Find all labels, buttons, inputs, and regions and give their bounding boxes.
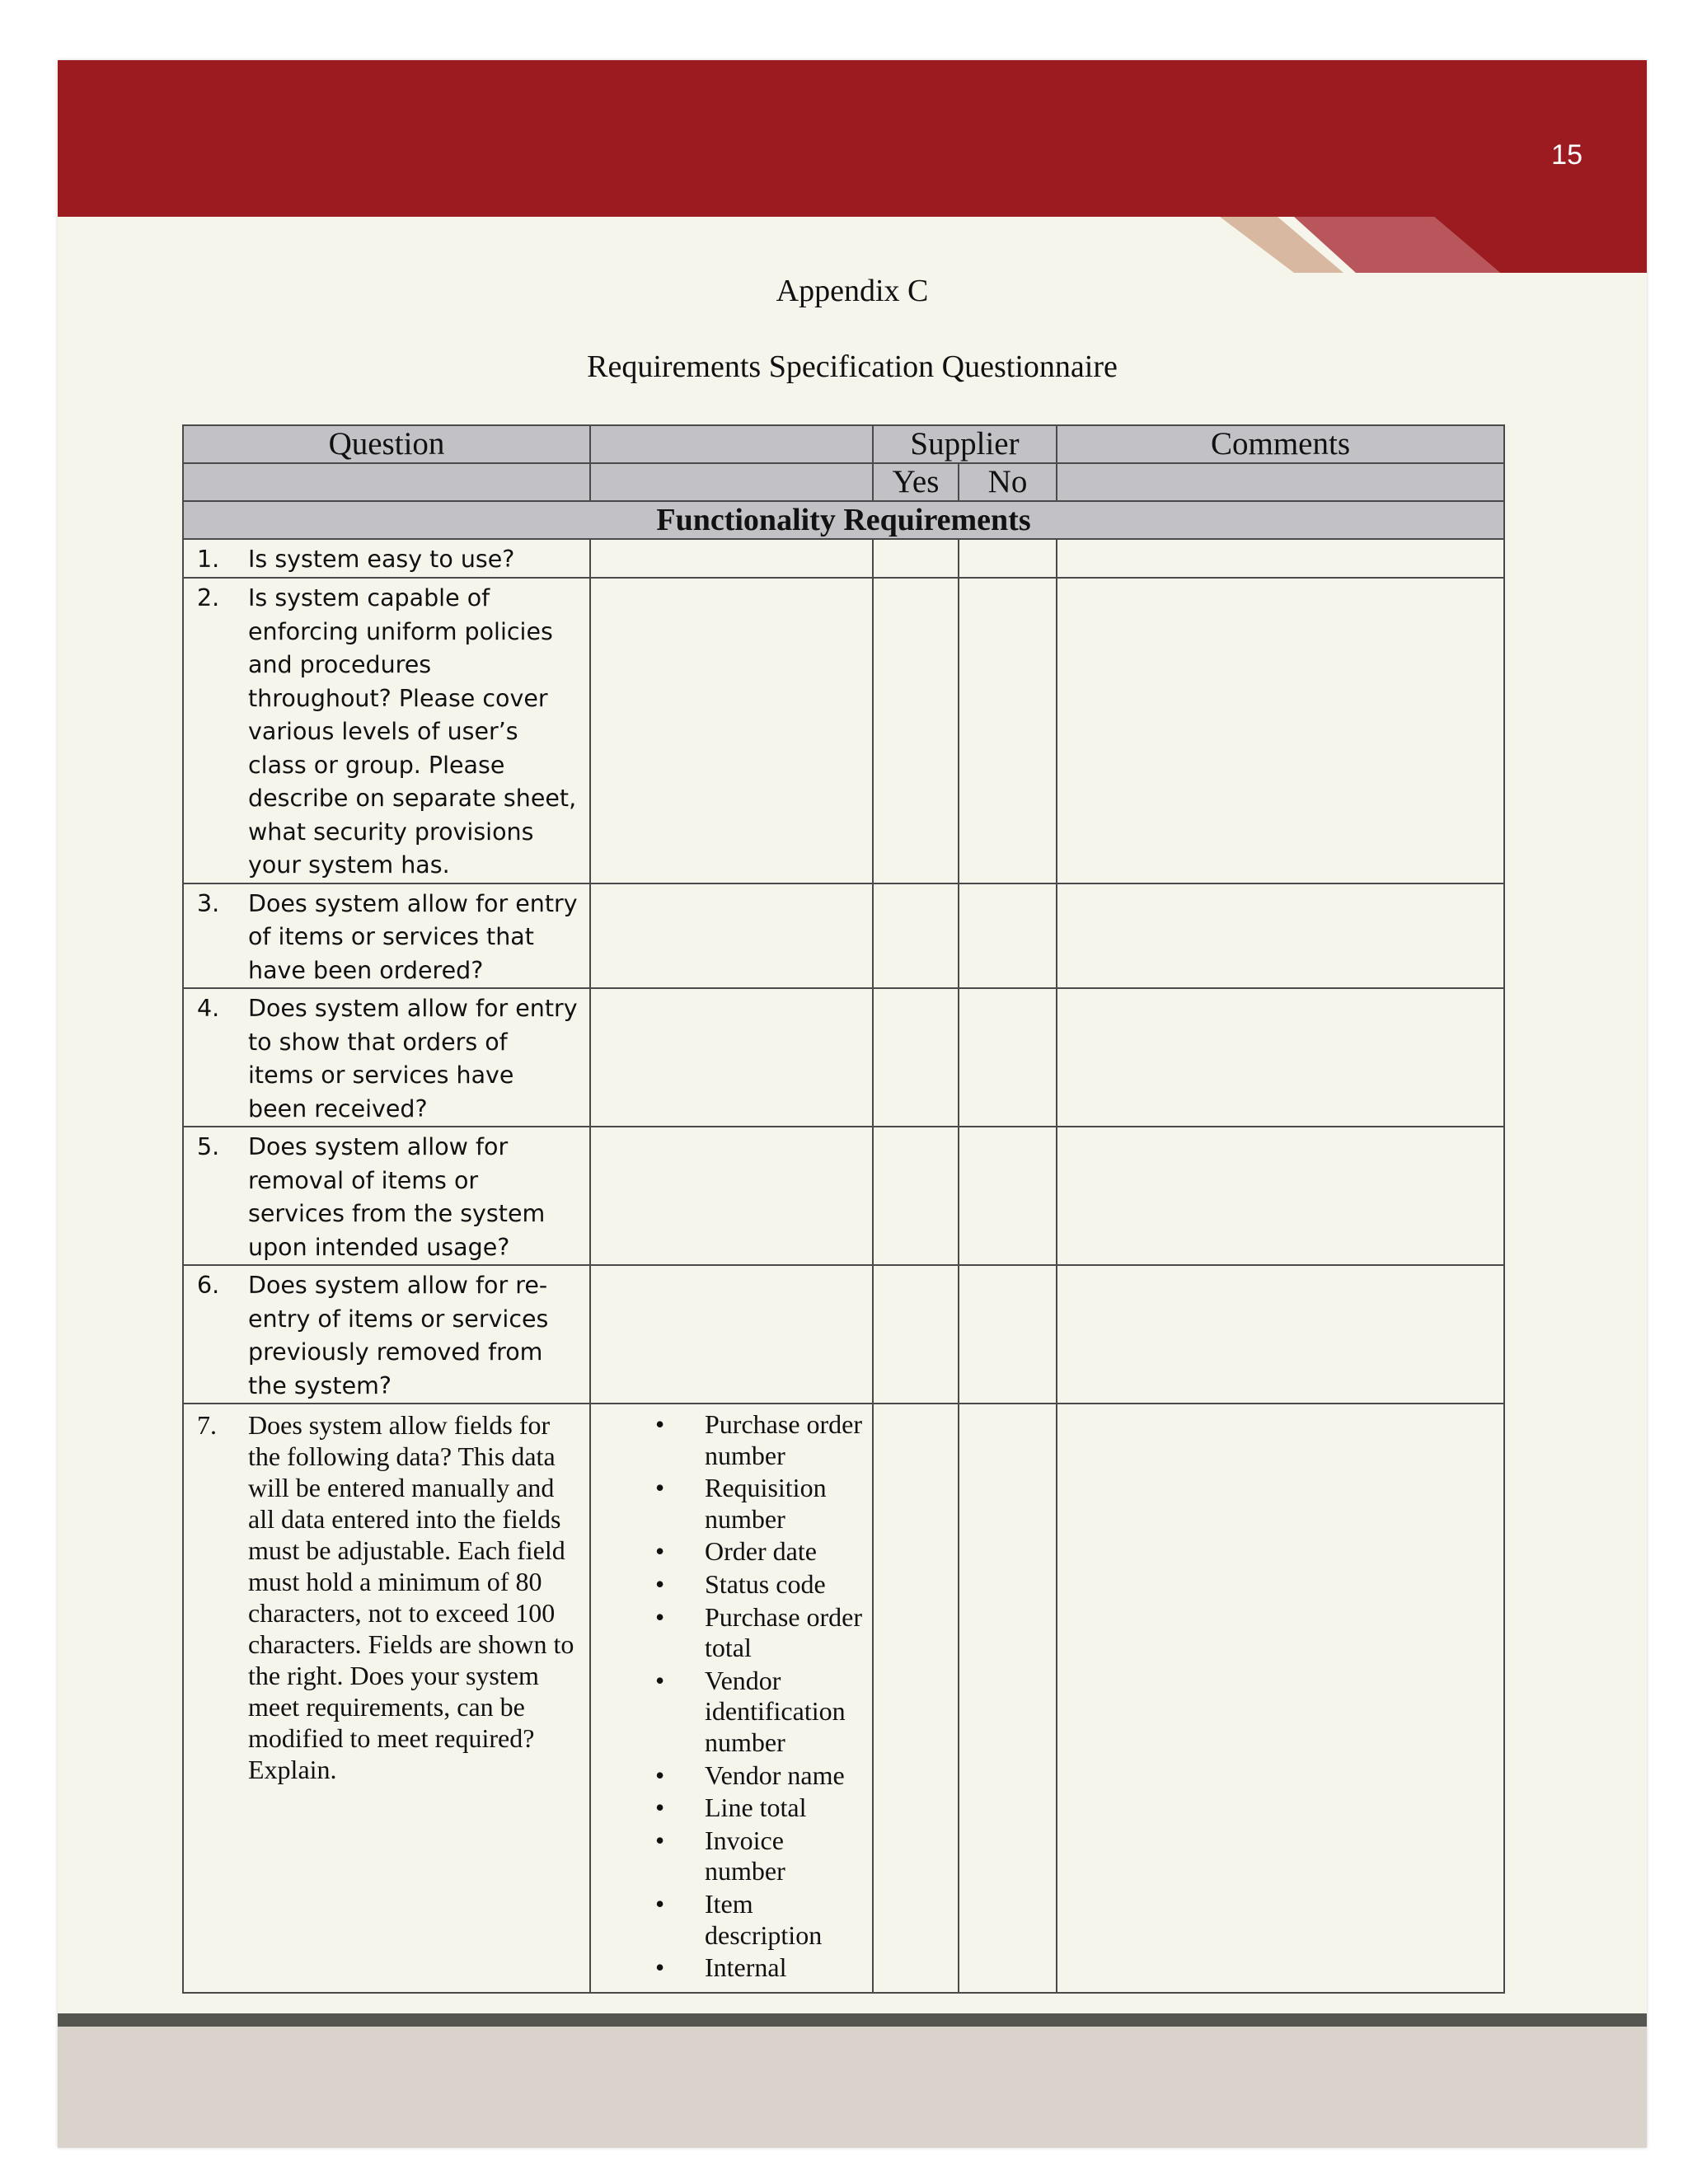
table-row bbox=[183, 578, 1504, 883]
header-decoration bbox=[58, 60, 1647, 307]
question-text: Does system allow for removal of items or services from the system upon intended usage? bbox=[248, 1133, 546, 1261]
question-text: Does system allow fields for the following data? This data will be entered manually and all data entered into the fields must be adjustable. Each field must hold a minimum of 80 characters, not to exceed 100 characters. Fields are shown to the right. Does your system meet requirements, can be modified to meet required? Explain. bbox=[248, 1410, 574, 1784]
question-cell bbox=[184, 1404, 589, 1785]
list-item: • Purchase order number bbox=[591, 1409, 864, 1471]
list-item: • Order date bbox=[591, 1536, 864, 1568]
comments-cell bbox=[1057, 988, 1504, 1127]
question-cell bbox=[184, 579, 589, 883]
comments-cell bbox=[1057, 539, 1504, 578]
detail-cell bbox=[590, 1265, 873, 1404]
comments-cell bbox=[1057, 1265, 1504, 1404]
question-cell bbox=[184, 884, 589, 988]
detail-cell bbox=[590, 1404, 873, 1993]
list-item: • Vendor identification number bbox=[591, 1666, 864, 1759]
header-blank bbox=[590, 425, 873, 463]
no-cell bbox=[959, 883, 1057, 989]
comments-cell bbox=[1057, 578, 1504, 883]
header-question: Question bbox=[183, 425, 590, 463]
question-number: 3. bbox=[197, 889, 220, 917]
subheader-blank bbox=[590, 463, 873, 501]
detail-cell bbox=[590, 539, 873, 578]
document-title: Requirements Specification Questionnaire bbox=[587, 349, 1118, 384]
table-row bbox=[183, 1265, 1504, 1404]
requirements-table bbox=[182, 424, 1505, 1994]
page-number: 15 bbox=[1551, 139, 1582, 171]
list-item: • Line total bbox=[591, 1793, 864, 1824]
data-fields-list bbox=[591, 1404, 872, 1984]
table-row bbox=[183, 1404, 1504, 1993]
detail-cell bbox=[590, 1127, 873, 1265]
table-row bbox=[183, 1127, 1504, 1265]
subheader-blank bbox=[183, 463, 590, 501]
section-row bbox=[183, 501, 1504, 539]
list-item: • Internal bbox=[591, 1952, 864, 1984]
question-text: Is system easy to use? bbox=[248, 546, 515, 573]
header-yes: Yes bbox=[873, 463, 959, 501]
yes-cell bbox=[873, 1265, 959, 1404]
list-item: • Requisition number bbox=[591, 1473, 864, 1535]
question-text: Does system allow for entry to show that orders of items or services have been received? bbox=[248, 995, 578, 1122]
question-cell bbox=[184, 1266, 589, 1403]
list-item: • Vendor name bbox=[591, 1760, 864, 1792]
subheader-blank bbox=[1057, 463, 1504, 501]
detail-cell bbox=[590, 578, 873, 883]
header-supplier: Supplier bbox=[873, 425, 1057, 463]
comments-cell bbox=[1057, 1127, 1504, 1265]
question-number: 6. bbox=[197, 1272, 220, 1299]
question-number: 5. bbox=[197, 1133, 220, 1160]
no-cell bbox=[959, 988, 1057, 1127]
question-number: 1. bbox=[197, 546, 220, 573]
list-item: • Status code bbox=[591, 1569, 864, 1601]
table-row bbox=[183, 539, 1504, 578]
question-cell bbox=[184, 989, 589, 1126]
question-number: 4. bbox=[197, 995, 220, 1022]
appendix-title: Appendix C bbox=[776, 274, 929, 308]
detail-cell bbox=[590, 883, 873, 989]
no-cell bbox=[959, 1404, 1057, 1993]
yes-cell bbox=[873, 883, 959, 989]
yes-cell bbox=[873, 1127, 959, 1265]
no-cell bbox=[959, 1127, 1057, 1265]
yes-cell bbox=[873, 1404, 959, 1993]
list-item: • Purchase order total bbox=[591, 1602, 864, 1664]
question-cell bbox=[184, 1127, 589, 1264]
comments-cell bbox=[1057, 883, 1504, 989]
detail-cell bbox=[590, 988, 873, 1127]
question-number: 2. bbox=[197, 584, 220, 612]
section-title: Functionality Requirements bbox=[183, 501, 1504, 539]
header-no: No bbox=[959, 463, 1057, 501]
list-item: • Item description bbox=[591, 1889, 864, 1951]
table-row bbox=[183, 883, 1504, 989]
table-subheader-row bbox=[183, 463, 1504, 501]
question-text: Does system allow for re-entry of items or services previously removed from the system? bbox=[248, 1272, 549, 1399]
footer-bar bbox=[58, 2013, 1647, 2027]
no-cell bbox=[959, 1265, 1057, 1404]
question-text: Is system capable of enforcing uniform policies and procedures throughout? Please cover various levels of user’s class or group. Please describe on separate sheet, what security provisions your system has. bbox=[248, 584, 577, 879]
no-cell bbox=[959, 578, 1057, 883]
yes-cell bbox=[873, 578, 959, 883]
comments-cell bbox=[1057, 1404, 1504, 1993]
footer-band bbox=[58, 2027, 1647, 2148]
yes-cell bbox=[873, 988, 959, 1127]
yes-cell bbox=[873, 539, 959, 578]
table-row bbox=[183, 988, 1504, 1127]
document-page bbox=[58, 60, 1647, 2148]
list-item: • Invoice number bbox=[591, 1825, 864, 1887]
question-cell bbox=[184, 540, 589, 577]
question-text: Does system allow for entry of items or services that have been ordered? bbox=[248, 889, 578, 984]
no-cell bbox=[959, 539, 1057, 578]
question-number: 7. bbox=[197, 1410, 217, 1440]
table-header-row bbox=[183, 425, 1504, 463]
header-comments: Comments bbox=[1057, 425, 1504, 463]
